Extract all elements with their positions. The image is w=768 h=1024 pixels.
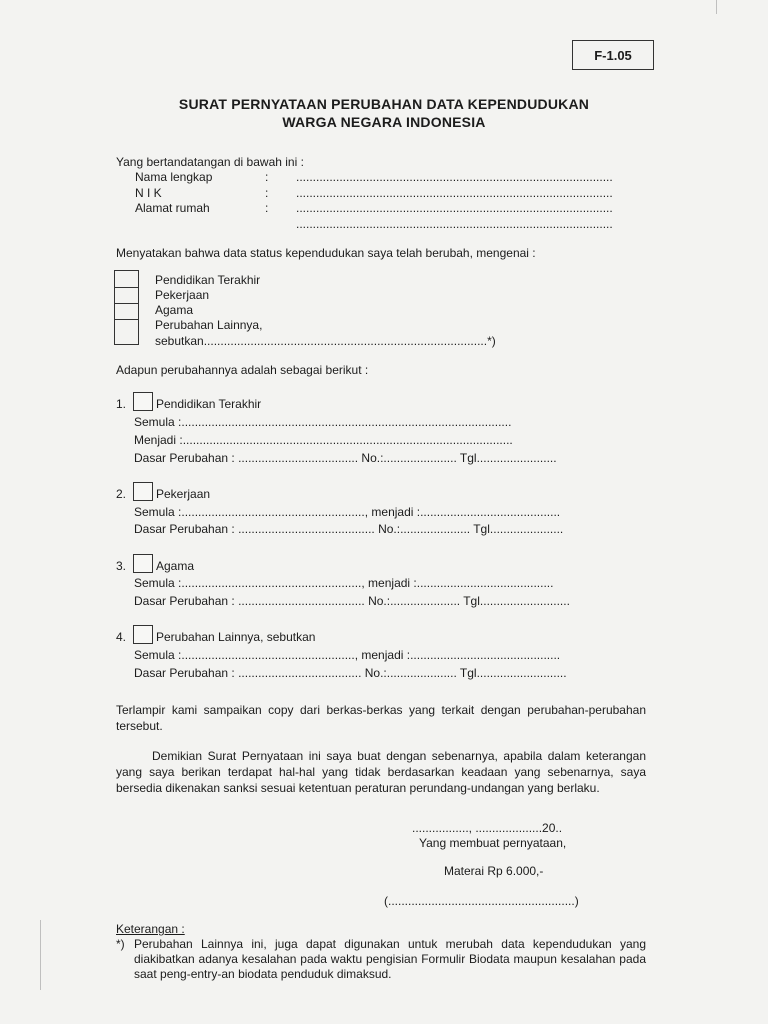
checkbox-lainnya[interactable] [114,319,139,345]
section-1-semula[interactable]: Semula :................................................................................................... [134,415,512,429]
option-pekerjaan: Pekerjaan [155,288,210,302]
section-1-dasar[interactable]: Dasar Perubahan : .................................... No.:...................... Tgl........................ [134,451,557,465]
scan-edge-mark [716,0,717,14]
option-pendidikan: Pendidikan Terakhir [155,273,261,287]
section-2-label: Pekerjaan [156,487,211,501]
section-4-dasar[interactable]: Dasar Perubahan : ..................................... No.:..................... Tgl........................... [134,666,567,680]
section-3-checkbox[interactable] [133,554,153,573]
section-2-dasar[interactable]: Dasar Perubahan : ......................................... No.:..................... Tgl...................... [134,522,564,536]
changes-intro: Adapun perubahannya adalah sebagai berikut : [116,363,369,377]
option-sebutkan-field[interactable]: sebutkan.....................................................................................*) [155,334,496,348]
section-4-checkbox[interactable] [133,625,153,644]
checkbox-pekerjaan[interactable] [114,287,139,304]
address-label: Alamat rumah [135,201,210,215]
address-field-line-2[interactable]: ............................................................................................... [296,217,613,231]
section-1-number: 1. [116,397,127,411]
attached-paragraph: Terlampir kami sampaikan copy dari berkas-berkas yang terkait dengan perubahan-perubahan tersebut. [116,703,646,733]
section-3-number: 3. [116,559,127,573]
section-4-label: Perubahan Lainnya, sebutkan [156,630,316,644]
address-field[interactable]: ............................................................................................... [296,201,613,215]
form-code-box: F-1.05 [572,40,654,70]
checkbox-pendidikan[interactable] [114,270,139,288]
section-3-label: Agama [156,559,195,573]
section-4-semula[interactable]: Semula :...................................................., menjadi :............................................. [134,648,561,662]
section-2-number: 2. [116,487,127,501]
notes-marker: *) [116,937,125,951]
section-3-dasar[interactable]: Dasar Perubahan : ...................................... No.:..................... Tgl........................... [134,594,570,608]
section-3-semula[interactable]: Semula :......................................................, menjadi :......................................... [134,576,554,590]
notes-text: Perubahan Lainnya ini, juga dapat digunakan untuk merubah data kependudukan yang diakibatkan adanya kesalahan pada waktu pengisian Formulir Biodata maupun kesalahan pada saat peng-entry-an biodata penduduk dimaksud. [134,937,646,981]
section-2-semula[interactable]: Semula :......................................................., menjadi :.......................................... [134,505,561,519]
closing-paragraph: Demikian Surat Pernyataan ini saya buat dengan sebenarnya, apabila dalam keterangan yang saya berikan terdapat hal-hal yang tidak berdasarkan keadaan yang sebenarnya, saya bersedia dikenakan sanksi sesuai ketentuan peraturan perundang-undangan yang berlaku. [116,749,646,795]
section-1-checkbox[interactable] [133,392,153,411]
section-4-number: 4. [116,630,127,644]
intro-text: Yang bertandatangan di bawah ini : [116,155,304,169]
signature-materai: Materai Rp 6.000,- [444,864,544,878]
signature-name-line[interactable]: (........................................................) [384,894,579,908]
form-title-line-2: WARGA NEGARA INDONESIA [282,114,486,130]
name-field[interactable]: ............................................................................................... [296,170,613,184]
name-label: Nama lengkap [135,170,213,184]
signature-maker: Yang membuat pernyataan, [419,836,567,850]
nik-label: N I K [135,186,162,200]
checkbox-agama[interactable] [114,303,139,320]
nik-colon: : [265,186,269,200]
option-agama: Agama [155,303,194,317]
scan-edge-mark-left [40,920,41,990]
address-colon: : [265,201,269,215]
notes-heading: Keterangan : [116,922,185,936]
section-1-label: Pendidikan Terakhir [156,397,262,411]
signature-date-line[interactable]: ................., ....................20.. [412,821,563,835]
name-colon: : [265,170,269,184]
form-title-line-1: SURAT PERNYATAAN PERUBAHAN DATA KEPENDUDUKAN [178,96,590,112]
section-1-menjadi[interactable]: Menjadi :................................................................................................... [134,433,513,447]
section-2-checkbox[interactable] [133,482,153,501]
statement-text: Menyatakan bahwa data status kependudukan saya telah berubah, mengenai : [116,246,536,260]
option-lainnya: Perubahan Lainnya, [155,318,263,332]
nik-field[interactable]: ............................................................................................... [296,186,613,200]
